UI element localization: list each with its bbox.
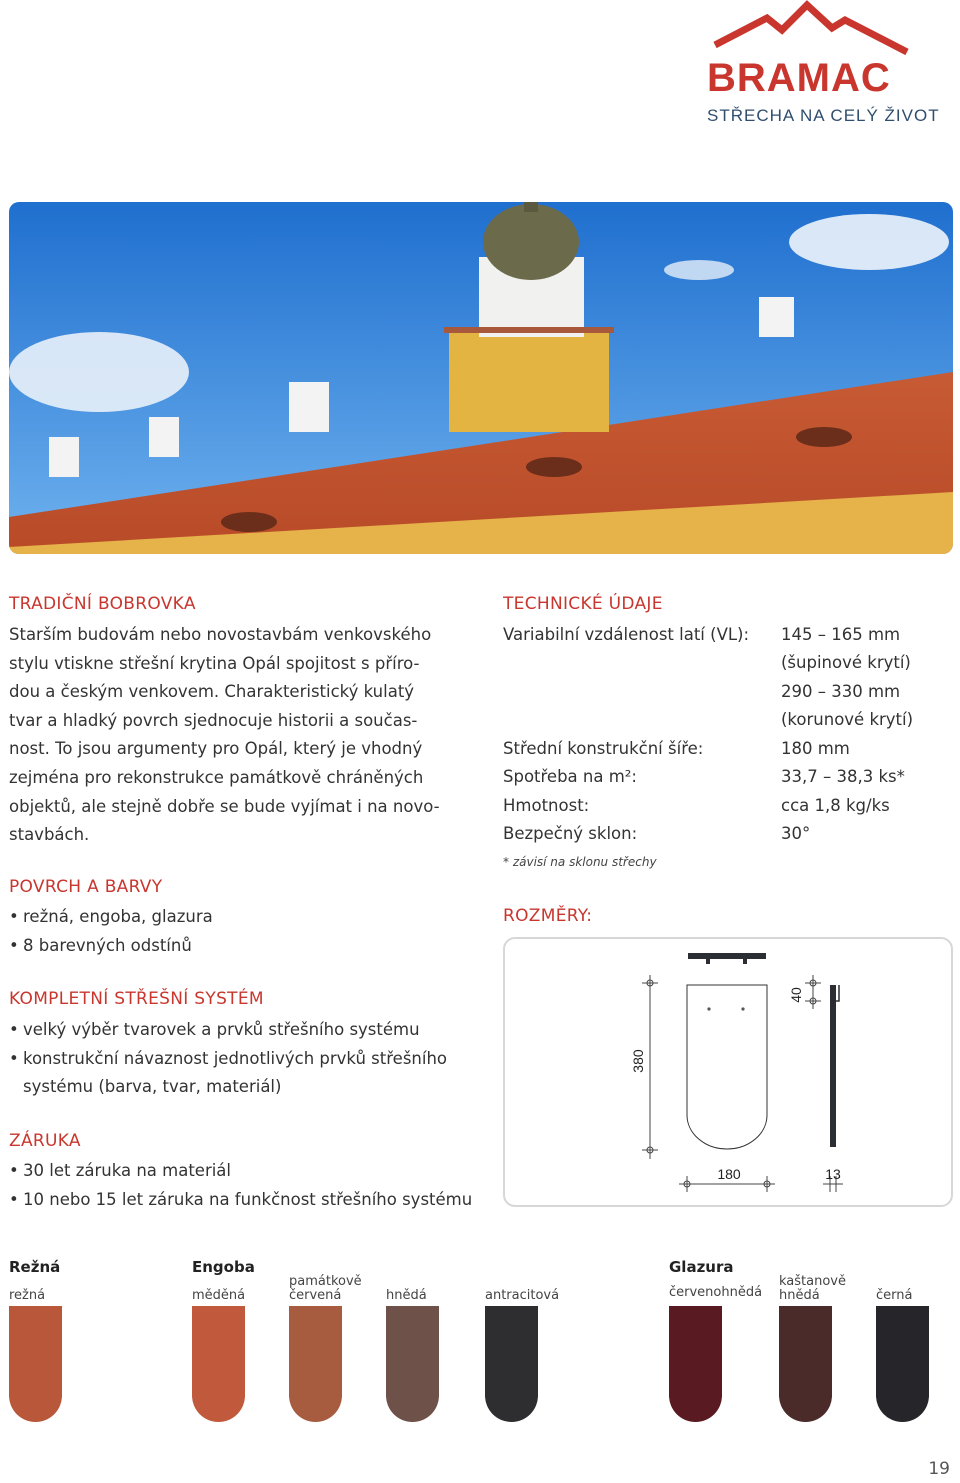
- system-list: [9, 1016, 447, 1102]
- list-item: • 8 barevných odstínů: [9, 932, 213, 961]
- intro-line: Starším budovám nebo novostavbám venkovského: [9, 625, 432, 644]
- brand-slogan: STŘECHA NA CELÝ ŽIVOT: [707, 106, 940, 125]
- bramac-logo: [707, 0, 952, 130]
- thickness-dimension: 13: [825, 1166, 841, 1182]
- list-item-line: systému (barva, tvar, materiál): [23, 1077, 282, 1097]
- swatch-label: hnědá: [386, 1288, 427, 1303]
- swatch-label: červenohnědá: [669, 1285, 763, 1300]
- spec-label: Spotřeba na m²:: [503, 767, 637, 786]
- spec-value: 33,7 – 38,3 ks*: [781, 767, 905, 786]
- tile-outline: [687, 985, 767, 1149]
- colour-swatch: [876, 1306, 929, 1422]
- spec-value: 145 – 165 mm: [781, 625, 901, 644]
- swatch-label: měděná: [192, 1288, 246, 1303]
- spec-label: Hmotnost:: [503, 796, 590, 815]
- spec-value: (šupinové krytí): [781, 653, 911, 672]
- list-item-line: • konstrukční návaznost jednotlivých prvků střešního: [23, 1048, 448, 1068]
- colour-swatch: [386, 1306, 439, 1422]
- colour-swatch: [9, 1306, 62, 1422]
- tile-side-profile: [830, 985, 836, 1147]
- group-heading-glazura: Glazura: [669, 1258, 734, 1276]
- tile-top-edge: [688, 953, 766, 959]
- spec-value: (korunové krytí): [781, 710, 914, 729]
- system-heading: KOMPLETNÍ STŘEŠNÍ SYSTÉM: [9, 989, 264, 1009]
- tech-heading: TECHNICKÉ ÚDAJE: [503, 594, 663, 614]
- colour-swatch: [192, 1306, 245, 1422]
- group-heading-rezna: Režná: [9, 1258, 61, 1276]
- page-number: 19: [928, 1459, 950, 1479]
- hang-dimension: 40: [788, 987, 804, 1003]
- intro-line: tvar a hladký povrch sjednocuje historii a součas-: [9, 710, 418, 730]
- intro-line: nost. To jsou argumenty pro Opál, který je vhodný: [9, 739, 423, 759]
- spec-value: 180 mm: [781, 739, 850, 758]
- spec-label: Střední konstrukční šíře:: [503, 739, 704, 758]
- dimension-diagram: [503, 937, 953, 1207]
- spec-label: Variabilní vzdálenost latí (VL):: [503, 625, 750, 644]
- list-item: • režná, engoba, glazura: [9, 903, 213, 932]
- intro-line: objektů, ale stejně dobře se bude vyjímat i na novo-: [9, 796, 440, 816]
- spec-label: Bezpečný sklon:: [503, 824, 638, 843]
- colour-swatch: [779, 1306, 832, 1422]
- swatch-label: antracitová: [485, 1288, 560, 1303]
- warranty-heading: ZÁRUKA: [9, 1131, 81, 1151]
- intro-line: zejména pro rekonstrukce památkově chráněných: [9, 767, 424, 787]
- intro-line: stavbách.: [9, 825, 90, 845]
- roof-logo-icon: [707, 0, 952, 60]
- colour-swatch: [289, 1306, 342, 1422]
- roof-photo: [9, 202, 953, 554]
- dims-heading: ROZMĚRY:: [503, 906, 593, 926]
- colour-swatch: [485, 1306, 538, 1422]
- intro-paragraph: [9, 621, 479, 850]
- swatch-label: kaštanově hnědá: [779, 1274, 846, 1303]
- spec-value: 290 – 330 mm: [781, 682, 901, 701]
- spec-value: cca 1,8 kg/ks: [781, 796, 890, 815]
- footnote: * závisí na sklonu střechy: [503, 855, 657, 869]
- intro-heading: TRADIČNÍ BOBROVKA: [9, 594, 196, 614]
- list-item: • 30 let záruka na materiál: [9, 1157, 472, 1186]
- spec-value: 30°: [781, 824, 811, 843]
- swatch-label: památkově červená: [289, 1274, 362, 1303]
- swatch-label: černá: [876, 1288, 913, 1303]
- brand-name: BRAMAC: [707, 56, 891, 100]
- group-heading-engoba: Engoba: [192, 1258, 255, 1276]
- surface-list: [9, 903, 213, 960]
- height-dimension: 380: [630, 1049, 646, 1073]
- colour-swatch: [669, 1306, 722, 1422]
- list-item: • 10 nebo 15 let záruka na funkčnost střešního systému: [9, 1186, 472, 1215]
- intro-line: dou a českým venkovem. Charakteristický kulatý: [9, 682, 415, 702]
- surface-heading: POVRCH A BARVY: [9, 877, 163, 897]
- intro-line: stylu vtiskne střešní krytina Opál spojitost s příro-: [9, 653, 420, 673]
- list-item: [9, 1045, 447, 1102]
- width-dimension: 180: [717, 1166, 741, 1182]
- list-item: • velký výběr tvarovek a prvků střešního systému: [9, 1016, 447, 1045]
- warranty-list: [9, 1157, 472, 1214]
- swatch-label: režná: [9, 1288, 46, 1303]
